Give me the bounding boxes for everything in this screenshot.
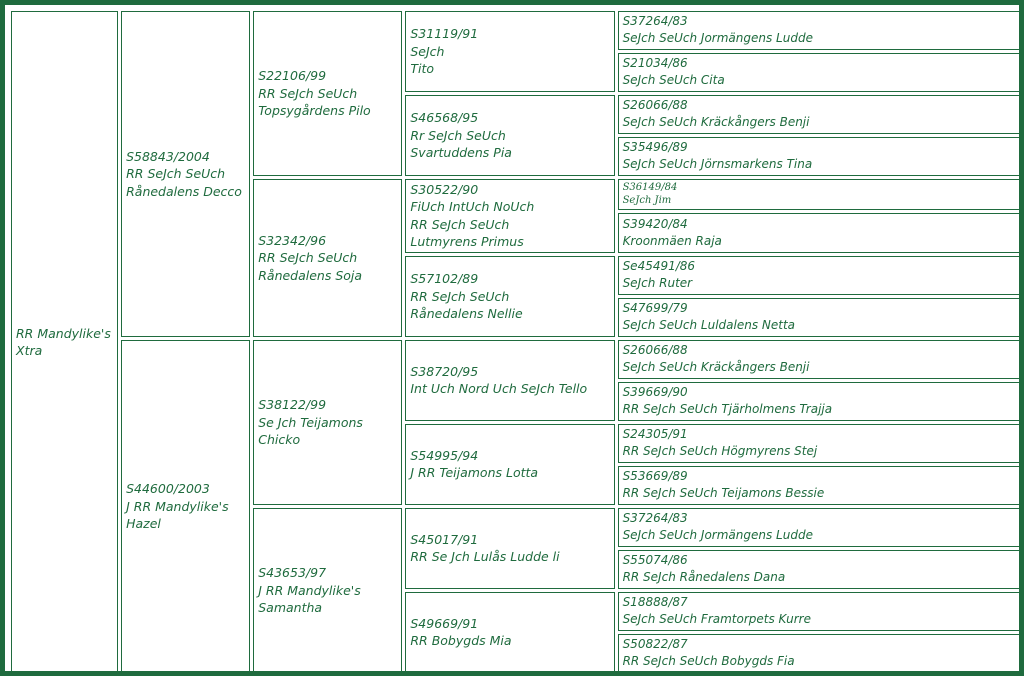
sire: S58843/2004 RR SeJch SeUch Rånedalens Decco [121, 11, 250, 337]
ancestor-gen5-13: S37264/83 SeJch SeUch Jormängens Ludde [618, 508, 1021, 547]
ancestor-gen4-7: S45017/91 RR Se Jch Lulås Ludde li [405, 508, 614, 589]
ancestor-gen4-4: S57102/89 RR SeJch SeUch Rånedalens Nellie [405, 256, 614, 337]
ancestor-gen4-3: S30522/90 FiUch IntUch NoUch RR SeJch SeUch Lutmyrens Primus [405, 179, 614, 253]
ancestor-gen5-6: S39420/84 Kroonmäen Raja [618, 213, 1021, 253]
maternal-granddam: S43653/97 J RR Mandylike's Samantha [253, 508, 402, 673]
ancestor-gen5-16: S50822/87 RR SeJch SeUch Bobygds Fia [618, 634, 1021, 673]
ancestor-gen4-6: S54995/94 J RR Teijamons Lotta [405, 424, 614, 505]
subject-dog: RR Mandylike's Xtra [11, 11, 118, 673]
ancestor-gen5-8: S47699/79 SeJch SeUch Luldalens Netta [618, 298, 1021, 337]
ancestor-gen5-10: S39669/90 RR SeJch SeUch Tjärholmens Trajja [618, 382, 1021, 421]
pedigree-table [8, 8, 1024, 676]
ancestor-gen5-2: S21034/86 SeJch SeUch Cita [618, 53, 1021, 92]
ancestor-gen5-9: S26066/88 SeJch SeUch Kräckångers Benji [618, 340, 1021, 379]
ancestor-gen5-11: S24305/91 RR SeJch SeUch Högmyrens Stej [618, 424, 1021, 463]
ancestor-gen5-4: S35496/89 SeJch SeUch Jörnsmarkens Tina [618, 137, 1021, 176]
ancestor-gen5-14: S55074/86 RR SeJch Rånedalens Dana [618, 550, 1021, 589]
ancestor-gen5-12: S53669/89 RR SeJch SeUch Teijamons Bessie [618, 466, 1021, 505]
ancestor-gen4-5: S38720/95 Int Uch Nord Uch SeJch Tello [405, 340, 614, 421]
ancestor-gen4-8: S49669/91 RR Bobygds Mia [405, 592, 614, 673]
maternal-grandsire: S38122/99 Se Jch Teijamons Chicko [253, 340, 402, 505]
ancestor-gen5-7: Se45491/86 SeJch Ruter [618, 256, 1021, 295]
ancestor-gen4-2: S46568/95 Rr SeJch SeUch Svartuddens Pia [405, 95, 614, 176]
ancestor-gen5-5: S36149/84 SeJch Jim [618, 179, 1021, 210]
dam: S44600/2003 J RR Mandylike's Hazel [121, 340, 250, 673]
ancestor-gen5-15: S18888/87 SeJch SeUch Framtorpets Kurre [618, 592, 1021, 631]
paternal-grandsire: S22106/99 RR SeJch SeUch Topsygårdens Pilo [253, 11, 402, 176]
ancestor-gen4-1: S31119/91 SeJch Tito [405, 11, 614, 92]
paternal-granddam: S32342/96 RR SeJch SeUch Rånedalens Soja [253, 179, 402, 337]
ancestor-gen5-3: S26066/88 SeJch SeUch Kräckångers Benji [618, 95, 1021, 134]
ancestor-gen5-1: S37264/83 SeJch SeUch Jormängens Ludde [618, 11, 1021, 50]
